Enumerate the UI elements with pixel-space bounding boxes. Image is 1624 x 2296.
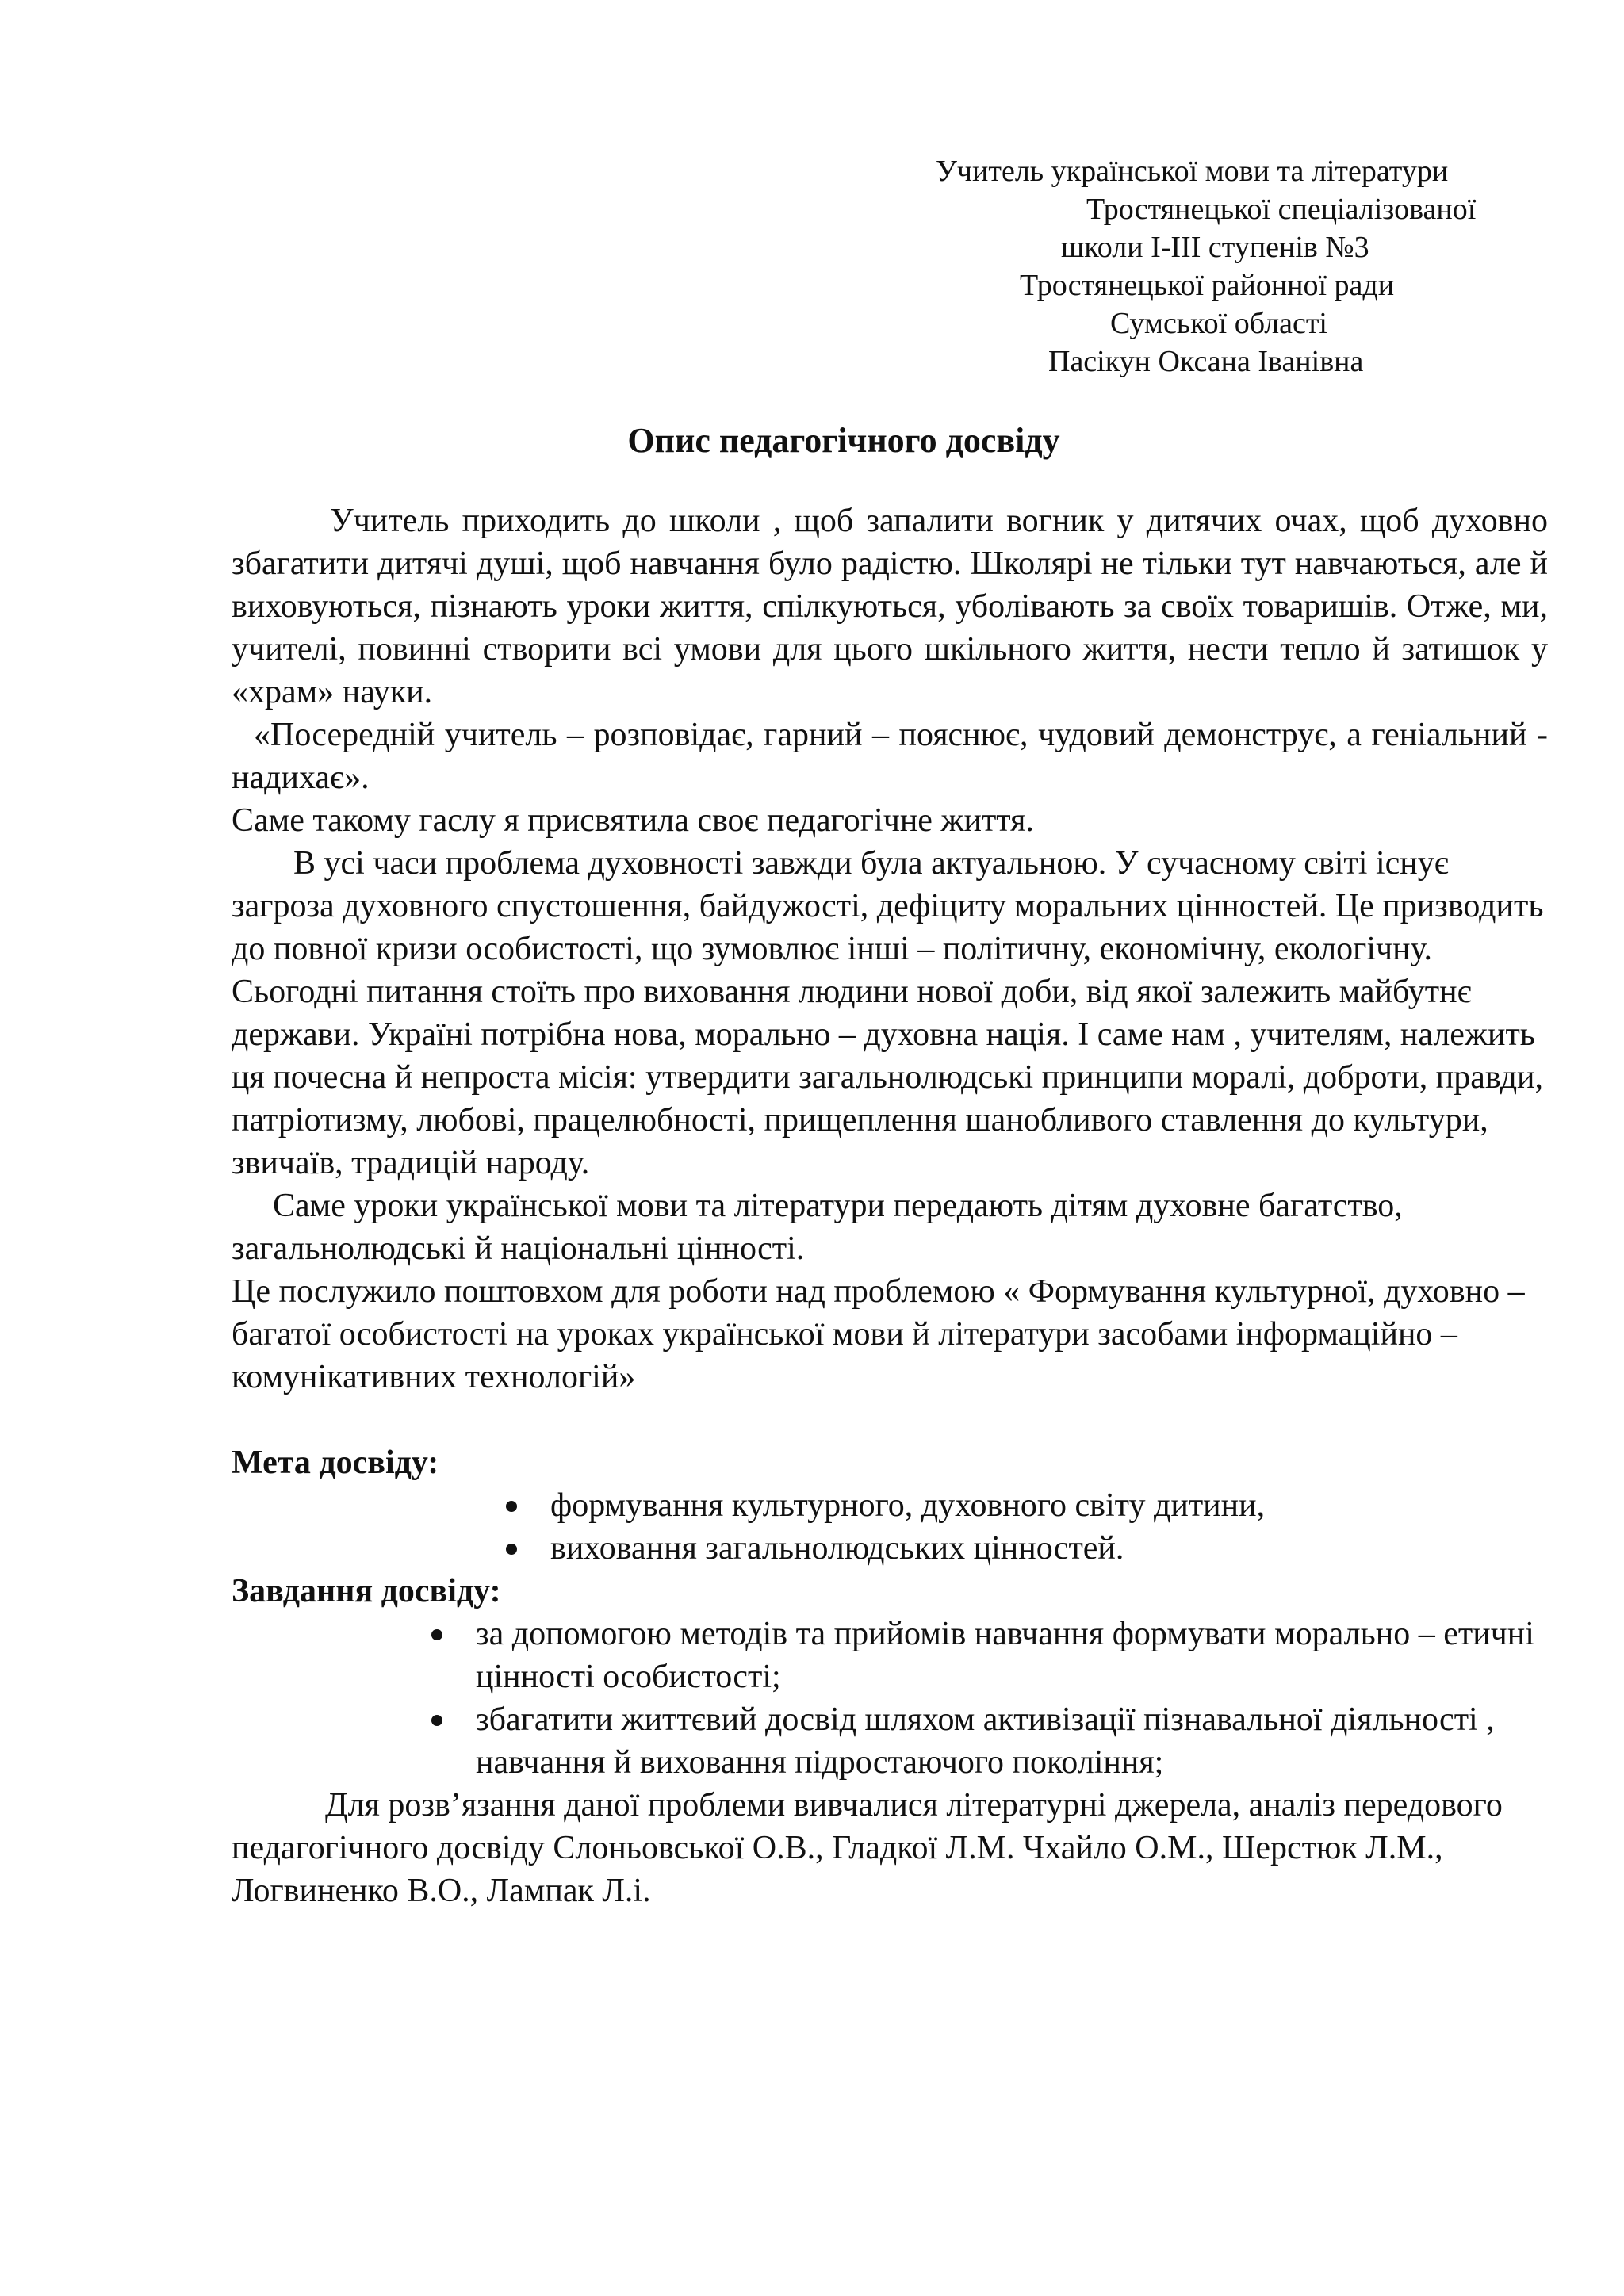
bullet-icon — [506, 1544, 517, 1555]
paragraph: В усі часи проблема духовності завжди була актуальною. У сучасному світі існує загроза духовного спустошення, байдужості, дефіциту моральних цінностей. Це призводить до повної кризи особистості, що зумовлює інші – політичну, економічну, екологічну. Сьогодні питання стоїть про виховання людини нової доби, від якої залежить майбутнє держави. Україні потрібна нова, морально – духовна нація. І саме нам , учителям, належить ця почесна й непроста місія: утвердити загальнолюдські принципи моралі, доброти, правди, патріотизму, любові, працелюбності, прищеплення шанобливого ставлення до культури, звичаїв, традицій народу. — [232, 845, 1544, 1181]
paragraph: Саме такому гаслу я присвятила своє педагогічне життя. — [232, 802, 1034, 839]
list-item-text: за допомогою методів та прийомів навчання формувати морально – етичні цінності особистості; — [476, 1616, 1534, 1695]
list-item — [232, 1613, 1548, 1698]
document-body — [232, 499, 1548, 1912]
header-line: Тростянецької районної ради — [1020, 269, 1395, 302]
document-title: Опис педагогічного досвіду — [627, 421, 1060, 460]
paragraph: Учитель приходить до школи , щоб запалити вогник у дитячих очах, щоб духовно збагатити дитячі душі, щоб навчання було радістю. Школярі не тільки тут навчаються, але й виховуються, пізнають уроки життя, спілкуються, уболівають за своїх товаришів. Отже, ми, учителі, повинні створити всі умови для цього шкільного життя, нести тепло й затишок у «храм» науки. — [232, 503, 1548, 710]
header-line: Пасікун Оксана Іванівна — [1048, 345, 1364, 378]
closing-paragraph: Для розв’язання даної проблеми вивчалися літературні джерела, аналіз передового педагогічного досвіду Слоньовської О.В., Гладкої Л.М. Чхайло О.М., Шерстюк Л.М., Логвиненко В.О., Лампак Л.і. — [232, 1787, 1503, 1909]
list-item — [232, 1484, 1548, 1527]
tasks-heading: Завдання досвіду: — [232, 1573, 501, 1609]
list-item-text: формування культурного, духовного світу дитини, — [550, 1487, 1266, 1524]
header-line: школи І-ІІІ ступенів №3 — [1061, 231, 1369, 264]
quote-paragraph: «Посередній учитель – розповідає, гарний – пояснює, чудовий демонструє, а геніальний - надихає». — [232, 717, 1548, 796]
bullet-icon — [431, 1629, 442, 1640]
bullet-icon — [431, 1715, 442, 1726]
goals-heading: Мета досвіду: — [232, 1445, 439, 1481]
paragraph: Це послужило поштовхом для роботи над проблемою « Формування культурної, духовно – багатої особистості на уроках української мови й літератури засобами інформаційно – комунікативних технологій» — [232, 1273, 1525, 1395]
tasks-list — [232, 1613, 1548, 1784]
list-item — [232, 1698, 1548, 1784]
header-line: Тростянецької спеціалізованої — [1086, 193, 1477, 226]
goals-list — [232, 1484, 1548, 1570]
paragraph: Саме уроки української мови та літератури передають дітям духовне багатство, загальнолюдські й національні цінності. — [232, 1188, 1403, 1267]
list-item-text: виховання загальнолюдських цінностей. — [550, 1530, 1124, 1567]
list-item-text: збагатити життєвий досвід шляхом активізації пізнавальної діяльності , навчання й виховання підростаючого покоління; — [476, 1701, 1495, 1781]
header-line: Сумської області — [1110, 307, 1327, 340]
header-line: Учитель української мови та літератури — [936, 155, 1449, 188]
bullet-icon — [506, 1501, 517, 1512]
list-item — [232, 1527, 1548, 1570]
